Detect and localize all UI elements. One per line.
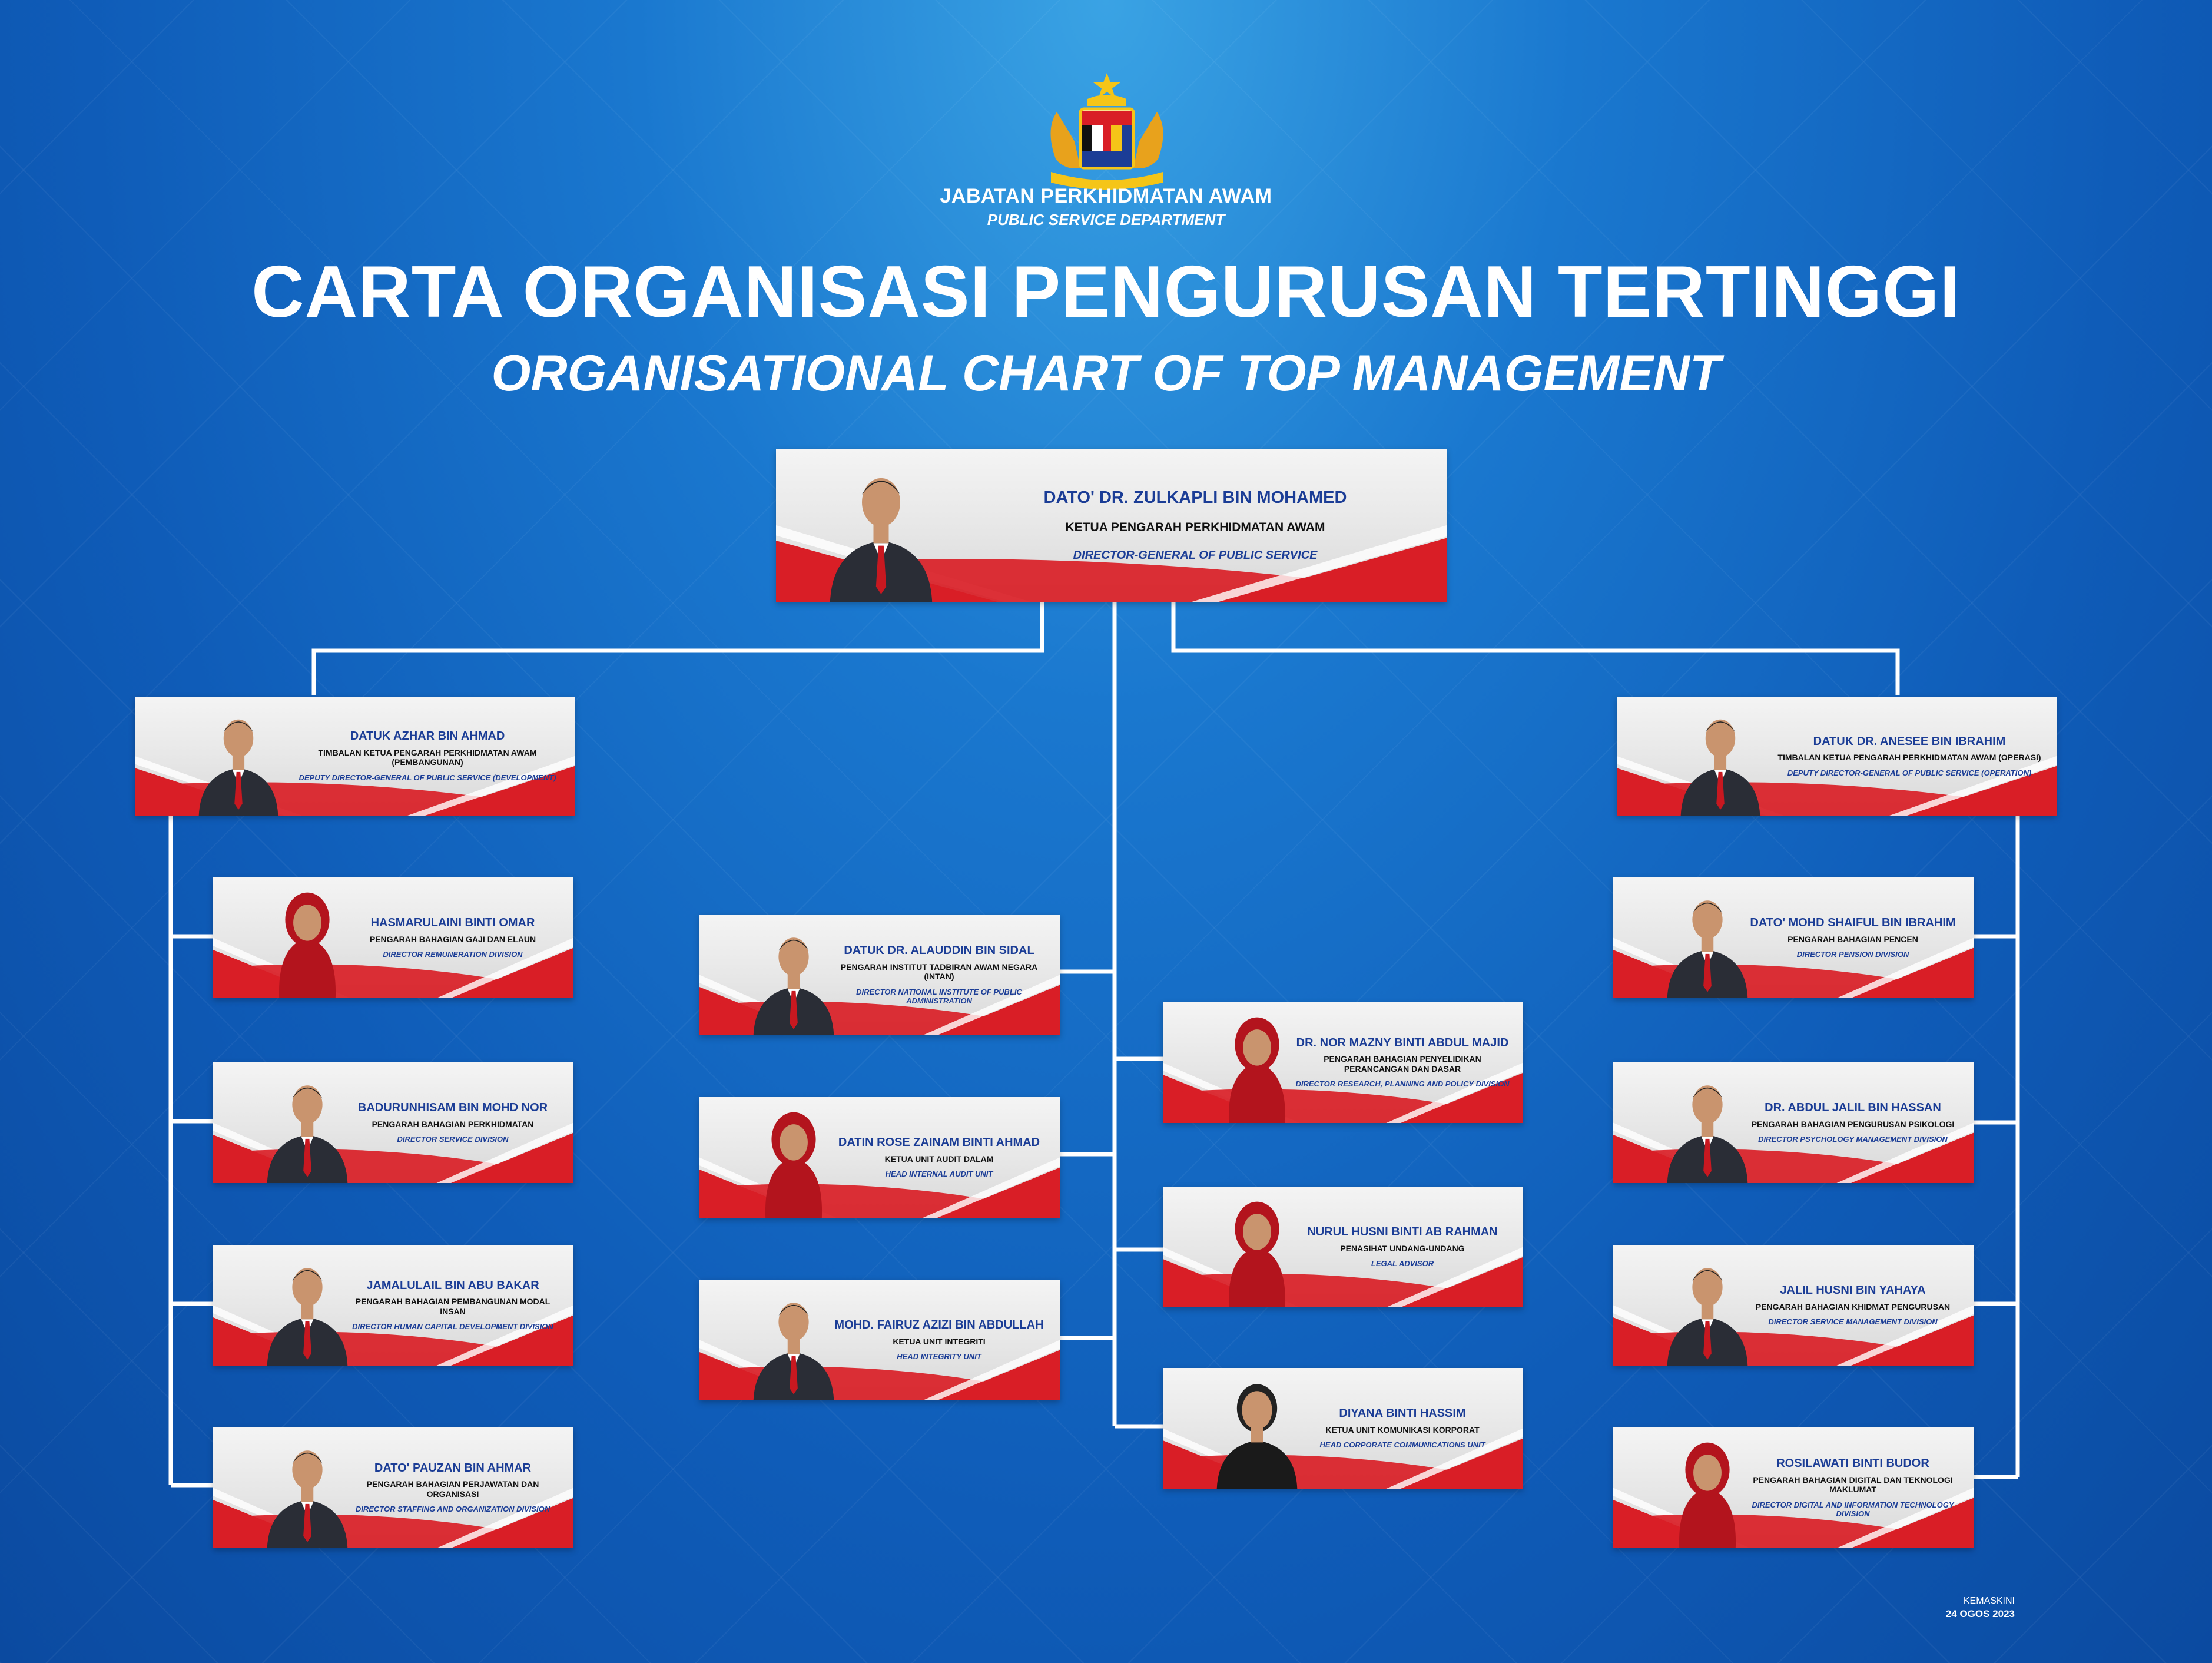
position-title-malay: TIMBALAN KETUA PENGARAH PERKHIDMATAN AWAM (OPERASI) [1777,753,2041,763]
org-card-diyana-binti-hassim [1163,1368,1523,1489]
org-card-rosilawati-binti-budor [1613,1427,1974,1548]
org-card-dato-dr-zulkapli-bin-mohamed [776,449,1447,602]
department-name-english: PUBLIC SERVICE DEPARTMENT [987,211,1225,228]
officer-name: DR. NOR MAZNY BINTI ABDUL MAJID [1296,1036,1509,1049]
update-note [1946,1595,2015,1621]
position-title-malay: PENGARAH BAHAGIAN KHIDMAT PENGURUSAN [1755,1301,1951,1311]
position-title-malay: PENGARAH INSTITUT TADBIRAN AWAM NEGARA (INTAN) [840,962,1038,982]
org-card-badurunhisam-bin-mohd-nor [213,1062,573,1183]
position-title-malay: PENGARAH BAHAGIAN GAJI DAN ELAUN [369,934,536,944]
position-title-english: DIRECTOR SERVICE MANAGEMENT DIVISION [1768,1317,1938,1327]
position-title-malay: KETUA UNIT KOMUNIKASI KORPORAT [1325,1425,1480,1435]
org-card-dr-abdul-jalil-bin-hassan [1613,1062,1974,1183]
officer-name: ROSILAWATI BINTI BUDOR [1776,1457,1929,1470]
org-card-mohd-fairuz-azizi-bin-abdullah [699,1280,1060,1400]
officer-name: DATO' DR. ZULKAPLI BIN MOHAMED [1043,488,1347,508]
officer-name: NURUL HUSNI BINTI AB RAHMAN [1307,1225,1498,1239]
update-date: 24 OGOS 2023 [1945,1608,2015,1619]
position-title-english: DEPUTY DIRECTOR-GENERAL OF PUBLIC SERVICE (DEVELOPMENT) [299,773,556,782]
officer-name: BADURUNHISAM BIN MOHD NOR [357,1101,548,1115]
org-card-dato-pauzan-bin-ahmar [213,1427,573,1548]
position-title-malay: PENGARAH BAHAGIAN DIGITAL DAN TEKNOLOGI MAKLUMAT [1753,1475,1953,1495]
position-title-english: DIRECTOR STAFFING AND ORGANIZATION DIVISION [355,1505,550,1514]
org-card-nurul-husni-binti-ab-rahman [1163,1187,1523,1307]
department-name-malay: JABATAN PERKHIDMATAN AWAM [940,185,1272,207]
org-card-dr-nor-mazny-binti-abdul-majid [1163,1002,1523,1123]
officer-name: DATIN ROSE ZAINAM BINTI AHMAD [838,1136,1040,1149]
update-label: KEMASKINI [1963,1596,2015,1606]
org-card-datuk-dr-alauddin-bin-sidal [699,915,1060,1035]
position-title-malay: PENGARAH BAHAGIAN PERKHIDMATAN [372,1119,534,1129]
position-title-english: DIRECTOR REMUNERATION DIVISION [383,950,523,959]
org-card-datuk-dr-anesee-bin-ibrahim [1617,697,2057,816]
position-title-english: DEPUTY DIRECTOR-GENERAL OF PUBLIC SERVICE (OPERATION) [1787,768,2032,777]
position-title-english: DIRECTOR HUMAN CAPITAL DEVELOPMENT DIVISION [352,1322,553,1331]
officer-name: DATO' PAUZAN BIN AHMAR [374,1461,532,1475]
page-title: CARTA ORGANISASI PENGURUSAN TERTINGGI [251,251,1961,333]
officer-name: DATUK DR. ANESEE BIN IBRAHIM [1813,734,2006,748]
position-title-malay: PENGARAH BAHAGIAN PENCEN [1787,934,1918,944]
position-title-english: DIRECTOR RESEARCH, PLANNING AND POLICY DIVISION [1295,1079,1510,1089]
org-card-datin-rose-zainam-binti-ahmad [699,1097,1060,1218]
org-card-datuk-azhar-bin-ahmad [135,697,575,816]
officer-name: JALIL HUSNI BIN YAHAYA [1780,1284,1926,1297]
position-title-english: HEAD INTEGRITY UNIT [897,1352,981,1361]
officer-name: DATO' MOHD SHAIFUL BIN IBRAHIM [1750,916,1956,930]
position-title-english: DIRECTOR PENSION DIVISION [1796,950,1909,959]
portrait-photo [188,697,289,816]
portrait-photo [816,449,946,602]
officer-name: JAMALULAIL BIN ABU BAKAR [366,1278,539,1292]
position-title-english: DIRECTOR SERVICE DIVISION [397,1135,509,1144]
position-title-english: HEAD CORPORATE COMMUNICATIONS UNIT [1319,1440,1485,1450]
org-card-dato-mohd-shaiful-bin-ibrahim [1613,877,1974,998]
position-title-malay: KETUA PENGARAH PERKHIDMATAN AWAM [1065,520,1325,534]
org-card-jalil-husni-bin-yahaya [1613,1245,1974,1366]
position-title-malay: PENASIHAT UNDANG-UNDANG [1340,1243,1465,1253]
portrait-photo [1670,697,1771,816]
position-title-malay: KETUA UNIT AUDIT DALAM [884,1154,994,1164]
page-subtitle: ORGANISATIONAL CHART OF TOP MANAGEMENT [491,345,1721,402]
position-title-malay: KETUA UNIT INTEGRITI [893,1336,986,1346]
org-card-jamalulail-bin-abu-bakar [213,1245,573,1366]
officer-name: MOHD. FAIRUZ AZIZI BIN ABDULLAH [834,1319,1044,1332]
position-title-english: DIRECTOR DIGITAL AND INFORMATION TECHNOLOGY DIVISION [1752,1500,1954,1519]
position-title-malay: PENGARAH BAHAGIAN PEMBANGUNAN MODAL INSAN [355,1297,550,1316]
position-title-english: HEAD INTERNAL AUDIT UNIT [885,1170,993,1179]
officer-name: DATUK DR. ALAUDDIN BIN SIDAL [844,944,1034,958]
position-title-english: LEGAL ADVISOR [1371,1259,1434,1268]
officer-name: DATUK AZHAR BIN AHMAD [350,730,505,743]
org-card-hasmarulaini-binti-omar [213,877,573,998]
officer-name: DR. ABDUL JALIL BIN HASSAN [1765,1101,1941,1115]
position-title-english: DIRECTOR NATIONAL INSTITUTE OF PUBLIC ADMINISTRATION [856,987,1022,1006]
position-title-english: DIRECTOR PSYCHOLOGY MANAGEMENT DIVISION [1758,1135,1948,1144]
position-title-malay: PENGARAH BAHAGIAN PENYELIDIKAN PERANCANGAN DAN DASAR [1324,1054,1481,1074]
officer-name: HASMARULAINI BINTI OMAR [370,916,535,930]
position-title-malay: TIMBALAN KETUA PENGARAH PERKHIDMATAN AWAM (PEMBANGUNAN) [318,747,537,767]
position-title-malay: PENGARAH BAHAGIAN PENGURUSAN PSIKOLOGI [1751,1119,1955,1129]
position-title-malay: PENGARAH BAHAGIAN PERJAWATAN DAN ORGANISASI [366,1479,539,1499]
position-title-english: DIRECTOR-GENERAL OF PUBLIC SERVICE [1073,548,1318,562]
officer-name: DIYANA BINTI HASSIM [1339,1407,1466,1420]
